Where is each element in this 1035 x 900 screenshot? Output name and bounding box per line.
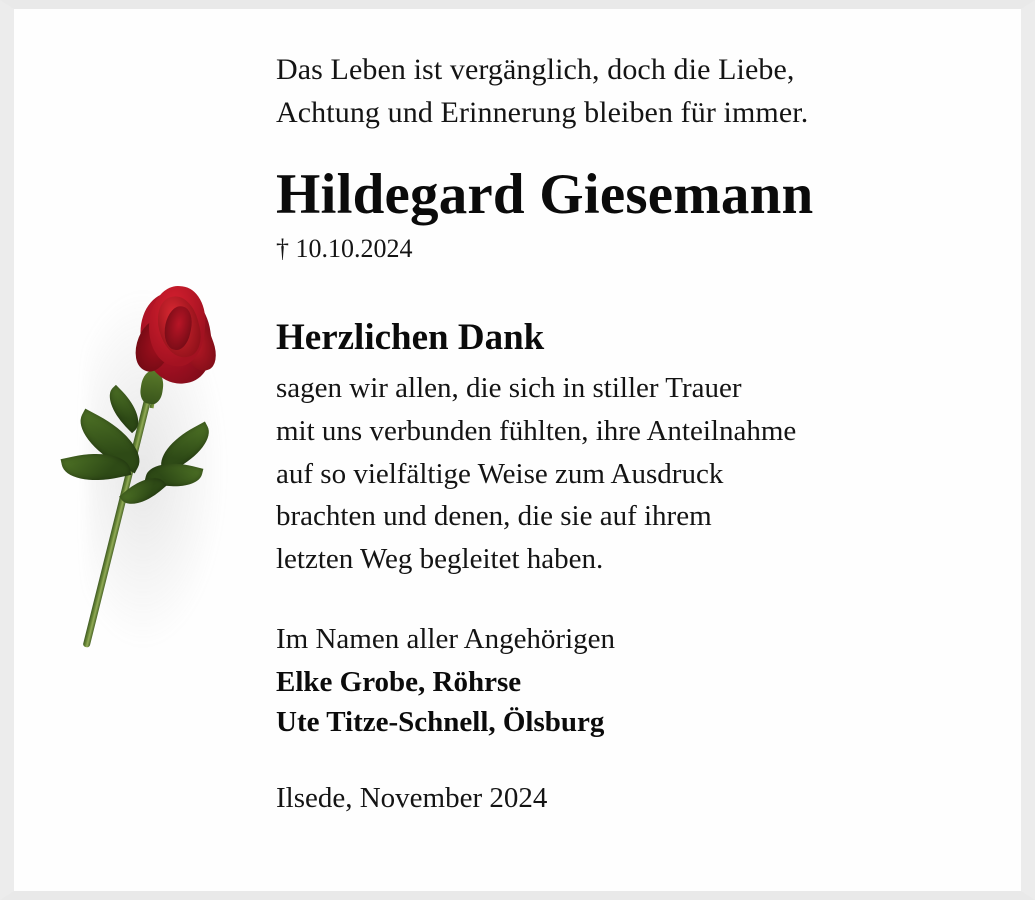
death-date: † 10.10.2024 — [276, 233, 413, 263]
thanks-line-1: sagen wir allen, die sich in stiller Trauer — [276, 371, 742, 404]
signer-2: Ute Titze-Schnell, Ölsburg — [276, 706, 605, 739]
verse-line-1: Das Leben ist vergänglich, doch die Liebe, — [276, 53, 795, 86]
thanks-line-4: brachten und denen, die sie auf ihrem — [276, 500, 712, 533]
thanks-heading: Herzlichen Dank — [276, 316, 545, 358]
signer-1: Elke Grobe, Röhrse — [276, 666, 522, 699]
thanks-line-2: mit uns verbunden fühlten, ihre Anteilnahme — [276, 414, 797, 447]
notice-text-column — [276, 49, 996, 815]
card-inner — [14, 9, 1021, 891]
red-rose-image — [59, 274, 244, 664]
signers-list — [276, 662, 996, 742]
memorial-verse — [276, 49, 996, 134]
thanks-body — [276, 367, 996, 582]
deceased-name: Hildegard Giesemann — [276, 163, 814, 227]
rose-bloom — [135, 282, 219, 386]
verse-line-2: Achtung und Erinnerung bleiben für immer. — [276, 95, 809, 129]
on-behalf-text: Im Namen aller Angehörigen — [276, 623, 616, 656]
place-and-date: Ilsede, November 2024 — [276, 782, 548, 815]
thanks-line-5: letzten Weg begleitet haben. — [276, 543, 604, 576]
thanks-line-3: auf so vielfältige Weise zum Ausdruck — [276, 457, 724, 490]
